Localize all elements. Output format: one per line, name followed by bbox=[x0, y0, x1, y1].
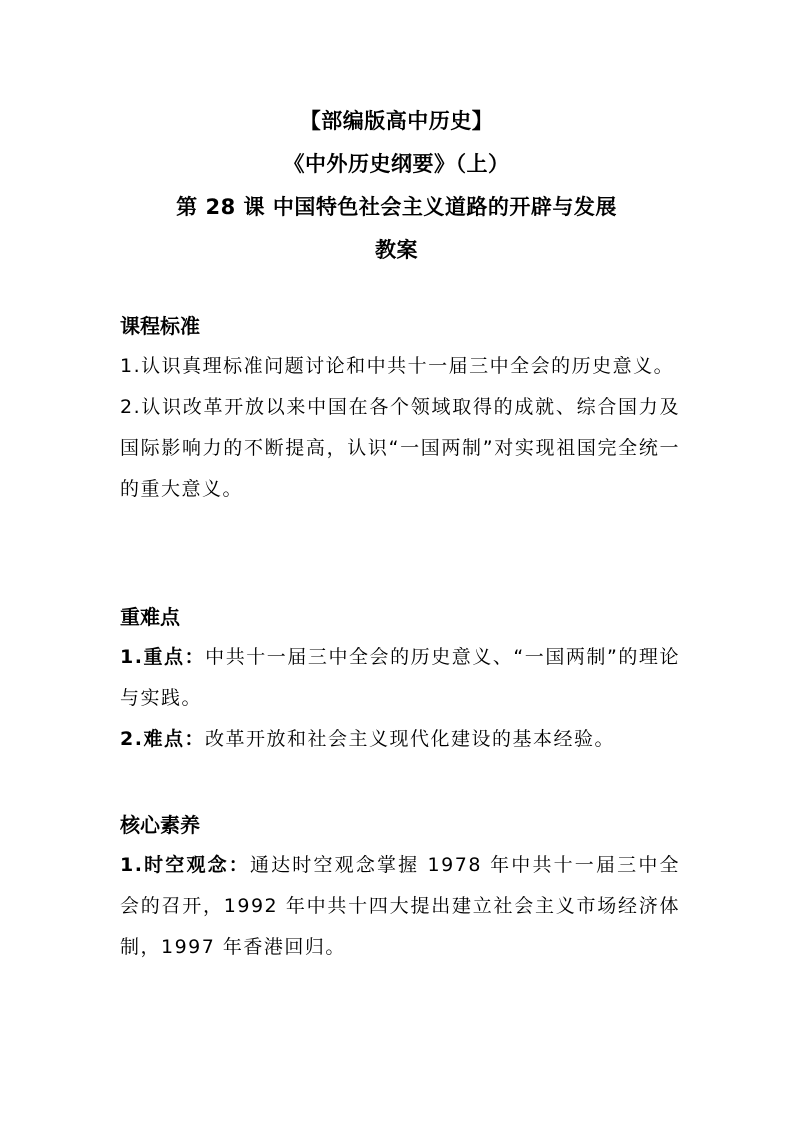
key-points-section bbox=[120, 597, 680, 760]
lesson-title: 第 28 课 中国特色社会主义道路的开辟与发展 bbox=[176, 195, 617, 219]
key-point-text-2: 改革开放和社会主义现代化建设的基本经验。 bbox=[204, 728, 615, 750]
key-point-label-1: 1.重点： bbox=[120, 646, 206, 668]
core-literacy-heading: 核心素养 bbox=[120, 813, 200, 837]
core-literacy-label-1: 1.时空观念： bbox=[120, 854, 250, 876]
doc-type-title: 教案 bbox=[375, 238, 418, 262]
curriculum-heading: 课程标准 bbox=[120, 314, 200, 338]
core-literacy-item-1 bbox=[120, 845, 680, 968]
curriculum-item-2: 2.认识改革开放以来中国在各个领域取得的成就、综合国力及国际影响力的不断提高，认识“一国两制”对实现祖国完全统一的重大意义。 bbox=[120, 396, 680, 500]
key-point-text-1: 中共十一届三中全会的历史意义、“一国两制”的理论与实践。 bbox=[120, 646, 680, 709]
key-point-item-2 bbox=[120, 719, 680, 760]
core-literacy-text-1: 通达时空观念掌握 1978 年中共十一届三中全会的召开，1992 年中共十四大提出建立社会主义市场经济体制，1997 年香港回归。 bbox=[120, 854, 680, 958]
title-block bbox=[0, 100, 793, 272]
key-points-heading: 重难点 bbox=[120, 605, 180, 629]
series-title: 【部编版高中历史】 bbox=[299, 109, 494, 133]
book-title: 《中外历史纲要》（上） bbox=[283, 152, 510, 176]
curriculum-item-1: 1.认识真理标准问题讨论和中共十一届三中全会的历史意义。 bbox=[120, 355, 675, 377]
key-point-item-1 bbox=[120, 637, 680, 719]
core-literacy-section bbox=[120, 805, 680, 968]
key-point-label-2: 2.难点： bbox=[120, 728, 205, 750]
curriculum-section bbox=[120, 306, 680, 510]
